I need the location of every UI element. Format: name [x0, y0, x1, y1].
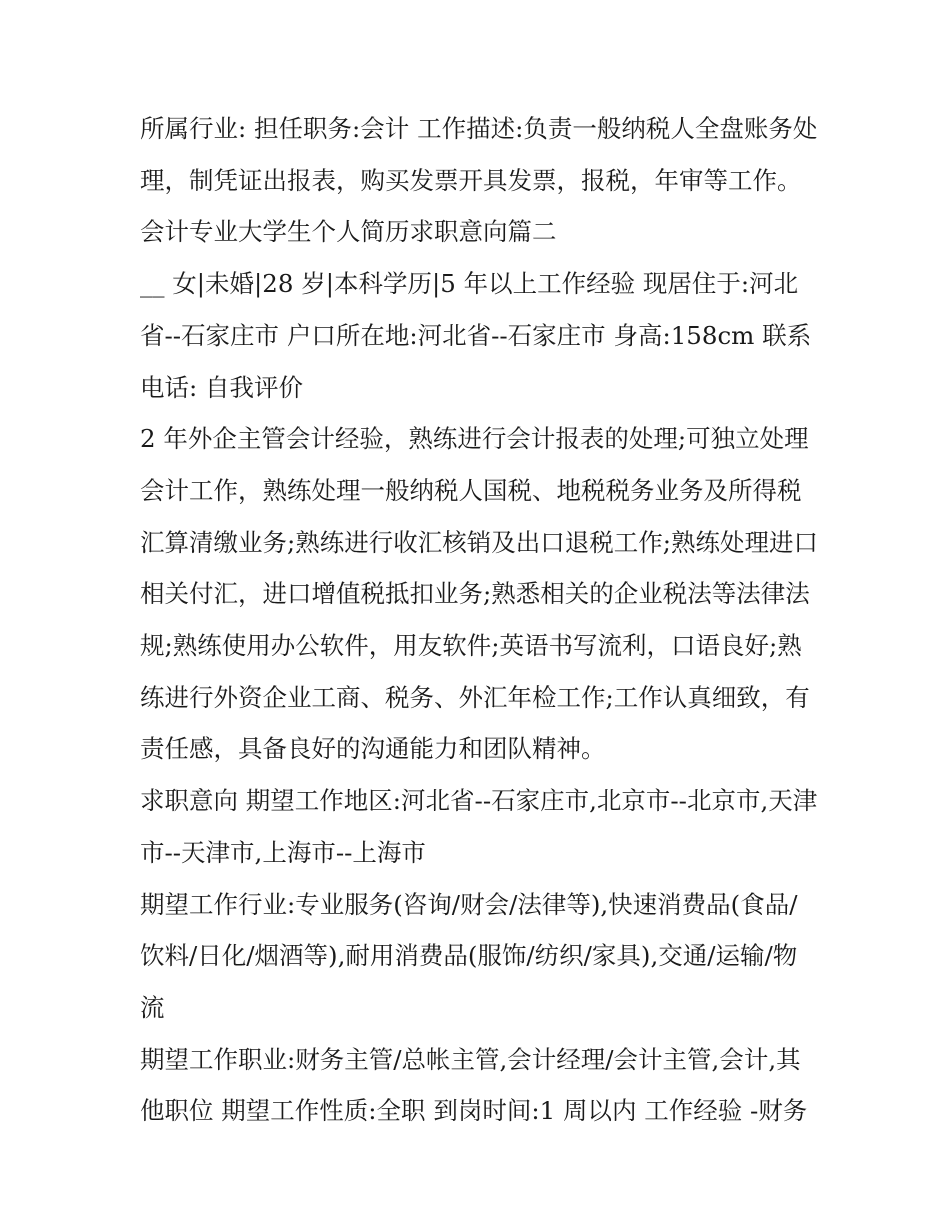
paragraph-industry-position: 所属行业: 担任职务:会计 工作描述:负责一般纳税人全盘账务处理，制凭证出报表，购买发票开具发票，报税，年审等工作。 会计专业大学生个人简历求职意向篇二 [140, 114, 818, 247]
paragraph-desired-occupation: 期望工作职业:财务主管/总帐主管,会计经理/会计主管,会计,其他职位 期望工作性质:全职 到岗时间:1 周以内 工作经验 -财务 [140, 1044, 808, 1126]
document-body [140, 103, 820, 1137]
paragraph-personal-info: __ 女|未婚|28 岁|本科学历|5 年以上工作经验 现居住于:河北省--石家庄市 户口所在地:河北省--石家庄市 身高:158cm 联系电话: 自我评价 [140, 269, 812, 402]
paragraph-self-evaluation: 2 年外企主管会计经验，熟练进行会计报表的处理;可独立处理会计工作，熟练处理一般纳税人国税、地税税务业务及所得税汇算清缴业务;熟练进行收汇核销及出口退税工作;熟练处理进口相关付汇，进口增值税抵扣业务;熟悉相关的企业税法等法律法规;熟练使用办公软件，用友软件;英语书写流利，口语良好;熟练进行外资企业工商、税务、外汇年检工作;工作认真细致，有责任感，具备良好的沟通能力和团队精神。 [140, 424, 819, 764]
paragraph-desired-industry: 期望工作行业:专业服务(咨询/财会/法律等),快速消费品(食品/饮料/日化/烟酒等),耐用消费品(服饰/纺织/家具),交通/运输/物流 [140, 889, 798, 1022]
paragraph-desired-location: 求职意向 期望工作地区:河北省--石家庄市,北京市--北京市,天津市--天津市,上海市--上海市 [140, 786, 818, 867]
